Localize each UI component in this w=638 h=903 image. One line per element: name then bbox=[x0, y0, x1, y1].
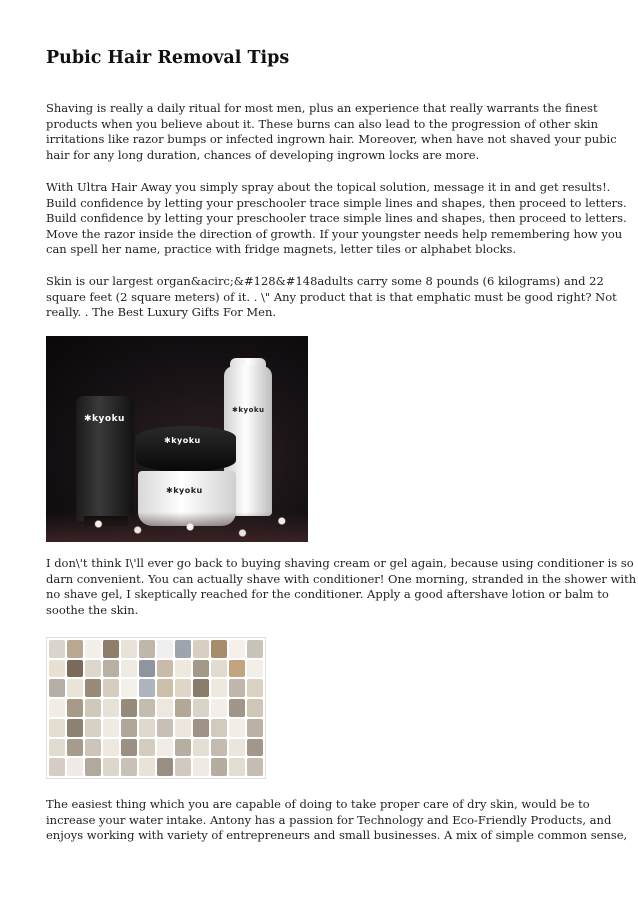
collage-thumbnail bbox=[139, 758, 155, 776]
collage-thumbnail bbox=[67, 640, 83, 658]
collage-thumbnail bbox=[103, 660, 119, 678]
text-line: enjoys working with variety of entrepreneurs and small businesses. A mix of simple common sense, bbox=[46, 828, 628, 842]
collage-thumbnail bbox=[211, 739, 227, 757]
collage-thumbnail bbox=[85, 719, 101, 737]
collage-thumbnail bbox=[85, 739, 101, 757]
text-line: soothe the skin. bbox=[46, 602, 139, 617]
collage-thumbnail bbox=[211, 679, 227, 697]
collage-thumbnail bbox=[247, 758, 263, 776]
collage-thumbnail bbox=[247, 739, 263, 757]
collage-thumbnail bbox=[49, 739, 65, 757]
collage-thumbnail bbox=[103, 739, 119, 757]
collage-thumbnail bbox=[157, 758, 173, 776]
collage-thumbnail bbox=[49, 640, 65, 658]
collage-thumbnail bbox=[49, 719, 65, 737]
collage-thumbnail bbox=[85, 679, 101, 697]
collage-thumbnail bbox=[121, 739, 137, 757]
jar-lid bbox=[136, 426, 236, 472]
paragraph-5 bbox=[46, 797, 628, 844]
collage-thumbnail bbox=[157, 679, 173, 697]
collage-thumbnail bbox=[175, 679, 191, 697]
collage-thumbnail bbox=[103, 719, 119, 737]
text-line: Skin is our largest organ&acirc;&#128&#148adults carry some 8 pounds (6 kilograms) and 22 bbox=[46, 274, 604, 288]
collage-thumbnail bbox=[211, 758, 227, 776]
collage-thumbnail bbox=[247, 699, 263, 717]
collage-thumbnail bbox=[193, 660, 209, 678]
page-title: Pubic Hair Removal Tips bbox=[46, 48, 290, 68]
collage-thumbnail bbox=[175, 640, 191, 658]
product-photo bbox=[46, 336, 308, 542]
collage-thumbnail bbox=[121, 660, 137, 678]
collage-thumbnail bbox=[103, 679, 119, 697]
paragraph-3 bbox=[46, 274, 617, 321]
collage-thumbnail bbox=[157, 640, 173, 658]
collage-thumbnail bbox=[157, 660, 173, 678]
collage-thumbnail bbox=[211, 699, 227, 717]
collage-thumbnail bbox=[49, 660, 65, 678]
collage-thumbnail bbox=[85, 660, 101, 678]
collage-thumbnail bbox=[85, 640, 101, 658]
text-line: can spell her name, practice with fridge magnets, letter tiles or alphabet blocks. bbox=[46, 242, 517, 256]
collage-thumbnail bbox=[175, 719, 191, 737]
collage-thumbnail bbox=[139, 660, 155, 678]
collage-thumbnail bbox=[139, 739, 155, 757]
bottle-logo: ✱kyoku bbox=[232, 406, 265, 414]
text-line: irritations like razor bumps or infected ingrown hair. Moreover, when have not shaved your pubic bbox=[46, 132, 617, 146]
collage-thumbnail bbox=[121, 699, 137, 717]
collage-thumbnail bbox=[229, 758, 245, 776]
collage-thumbnail bbox=[175, 758, 191, 776]
text-line: Build confidence by letting your preschooler trace simple lines and shapes, then proceed to letters. bbox=[46, 195, 627, 210]
collage-thumbnail bbox=[229, 660, 245, 678]
collage-thumbnail bbox=[67, 739, 83, 757]
collage-thumbnail bbox=[193, 758, 209, 776]
text-line: With Ultra Hair Away you simply spray about the topical solution, message it in and get results!. bbox=[46, 180, 611, 194]
collage-thumbnail bbox=[49, 679, 65, 697]
collage-thumbnail bbox=[103, 699, 119, 717]
collage-thumbnail bbox=[157, 719, 173, 737]
collage-thumbnail bbox=[211, 719, 227, 737]
collage-thumbnail bbox=[139, 679, 155, 697]
collage-thumbnail bbox=[121, 719, 137, 737]
paragraph-4 bbox=[46, 556, 637, 618]
collage-thumbnail bbox=[247, 679, 263, 697]
text-line: Build confidence by letting your preschooler trace simple lines and shapes, then proceed to letters. bbox=[46, 211, 627, 225]
paragraph-1 bbox=[46, 101, 617, 163]
collage-thumbnail bbox=[193, 699, 209, 717]
collage-thumbnail bbox=[49, 758, 65, 776]
paragraph-2 bbox=[46, 180, 627, 258]
collage-thumbnail bbox=[193, 640, 209, 658]
jar-lid-logo: ✱kyoku bbox=[164, 436, 201, 445]
collage-thumbnail bbox=[85, 758, 101, 776]
collage-thumbnail bbox=[229, 640, 245, 658]
text-line: The easiest thing which you are capable of doing to take proper care of dry skin, would be to bbox=[46, 797, 590, 811]
collage-thumbnail bbox=[193, 739, 209, 757]
collage-thumbnail bbox=[121, 679, 137, 697]
bath-salt bbox=[46, 512, 308, 542]
collage-thumbnail bbox=[229, 719, 245, 737]
collage-thumbnail bbox=[211, 660, 227, 678]
collage-thumbnail bbox=[67, 679, 83, 697]
product-collage-image bbox=[46, 637, 266, 779]
text-line: really. . The Best Luxury Gifts For Men. bbox=[46, 305, 277, 319]
collage-thumbnail bbox=[103, 758, 119, 776]
collage-thumbnail bbox=[175, 699, 191, 717]
collage-thumbnail bbox=[157, 699, 173, 717]
text-line: no shave gel, I skeptically reached for the conditioner. Apply a good aftershave lotion or balm to bbox=[46, 587, 609, 601]
tube-logo: ✱kyoku bbox=[84, 414, 125, 424]
text-line: products when you believe about it. These burns can also lead to the progression of other skin bbox=[46, 116, 598, 131]
collage-thumbnail bbox=[67, 660, 83, 678]
collage-thumbnail bbox=[193, 679, 209, 697]
collage-thumbnail bbox=[229, 679, 245, 697]
collage-thumbnail bbox=[139, 719, 155, 737]
text-line: Move the razor inside the direction of growth. If your youngster needs help remembering how you bbox=[46, 226, 623, 241]
collage-thumbnail bbox=[247, 640, 263, 658]
collage-thumbnail bbox=[175, 739, 191, 757]
collage-thumbnail bbox=[103, 640, 119, 658]
collage-thumbnail bbox=[193, 719, 209, 737]
text-line: increase your water intake. Antony has a passion for Technology and Eco-Friendly Products, and bbox=[46, 812, 612, 827]
collage-thumbnail bbox=[85, 699, 101, 717]
text-line: darn convenient. You can actually shave with conditioner! One morning, stranded in the shower with bbox=[46, 571, 637, 586]
collage-thumbnail bbox=[121, 758, 137, 776]
jar-logo: ✱kyoku bbox=[166, 486, 203, 495]
collage-thumbnail bbox=[139, 640, 155, 658]
collage-thumbnail bbox=[175, 660, 191, 678]
collage-thumbnail bbox=[49, 699, 65, 717]
collage-thumbnail bbox=[229, 739, 245, 757]
text-line: square feet (2 square meters) of it. . \" Any product that is that emphatic must be good right? Not bbox=[46, 289, 617, 304]
collage-thumbnail bbox=[67, 758, 83, 776]
collage-thumbnail bbox=[139, 699, 155, 717]
text-line: hair for any long duration, chances of developing ingrown locks are more. bbox=[46, 147, 480, 162]
text-line: I don\'t think I\'ll ever go back to buying shaving cream or gel again, because using conditioner is so bbox=[46, 556, 634, 570]
collage-thumbnail bbox=[211, 640, 227, 658]
collage-thumbnail bbox=[247, 660, 263, 678]
collage-thumbnail bbox=[67, 719, 83, 737]
collage-thumbnail bbox=[121, 640, 137, 658]
collage-thumbnail bbox=[67, 699, 83, 717]
text-line: Shaving is really a daily ritual for most men, plus an experience that really warrants the finest bbox=[46, 101, 598, 115]
collage-thumbnail bbox=[229, 699, 245, 717]
collage-thumbnail bbox=[247, 719, 263, 737]
collage-thumbnail bbox=[157, 739, 173, 757]
